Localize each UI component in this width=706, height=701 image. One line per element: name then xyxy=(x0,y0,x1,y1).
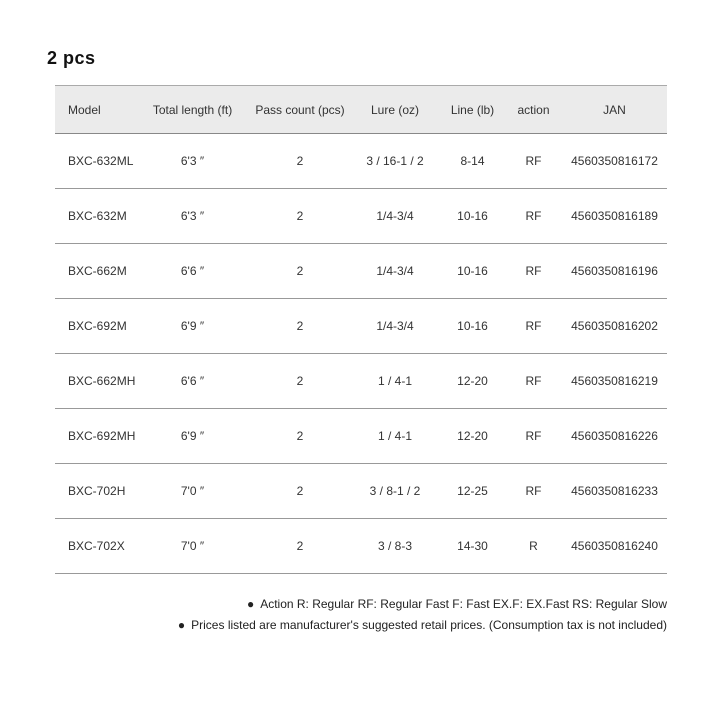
cell-total_length: 6'3 ″ xyxy=(135,189,250,244)
table-row xyxy=(55,409,667,464)
cell-total_length: 6'9 ″ xyxy=(135,299,250,354)
cell-lure: 3 / 8-3 xyxy=(350,519,440,574)
footnote-text: Action R: Regular RF: Regular Fast F: Fast EX.F: EX.Fast RS: Regular Slow xyxy=(260,597,667,611)
cell-line: 14-30 xyxy=(440,519,505,574)
cell-action: R xyxy=(505,519,562,574)
cell-action: RF xyxy=(505,189,562,244)
cell-pass_count: 2 xyxy=(250,464,350,519)
cell-lure: 1/4-3/4 xyxy=(350,299,440,354)
cell-total_length: 6'6 ″ xyxy=(135,244,250,299)
table-row xyxy=(55,189,667,244)
cell-jan: 4560350816240 xyxy=(562,519,667,574)
cell-pass_count: 2 xyxy=(250,189,350,244)
cell-pass_count: 2 xyxy=(250,354,350,409)
table-body xyxy=(55,134,667,574)
cell-line: 12-25 xyxy=(440,464,505,519)
cell-action: RF xyxy=(505,299,562,354)
bullet-icon: ● xyxy=(177,618,186,632)
footnotes xyxy=(178,594,667,636)
cell-jan: 4560350816219 xyxy=(562,354,667,409)
cell-line: 8-14 xyxy=(440,134,505,189)
cell-action: RF xyxy=(505,134,562,189)
page-title: 2 pcs xyxy=(47,48,96,68)
cell-model: BXC-692M xyxy=(55,299,135,354)
cell-jan: 4560350816233 xyxy=(562,464,667,519)
bullet-icon: ● xyxy=(246,597,255,611)
cell-lure: 1 / 4-1 xyxy=(350,354,440,409)
cell-total_length: 6'3 ″ xyxy=(135,134,250,189)
cell-jan: 4560350816172 xyxy=(562,134,667,189)
cell-pass_count: 2 xyxy=(250,244,350,299)
header-cell-action: action xyxy=(505,86,562,134)
footnote xyxy=(178,594,667,615)
cell-model: BXC-662M xyxy=(55,244,135,299)
cell-line: 12-20 xyxy=(440,409,505,464)
table-row xyxy=(55,354,667,409)
cell-lure: 1/4-3/4 xyxy=(350,244,440,299)
cell-total_length: 7'0 ″ xyxy=(135,464,250,519)
cell-total_length: 6'6 ″ xyxy=(135,354,250,409)
header-cell-lure: Lure (oz) xyxy=(350,86,440,134)
footnote xyxy=(178,615,667,636)
table-row xyxy=(55,464,667,519)
cell-lure: 1 / 4-1 xyxy=(350,409,440,464)
header-cell-pass_count: Pass count (pcs) xyxy=(250,86,350,134)
cell-model: BXC-702H xyxy=(55,464,135,519)
cell-pass_count: 2 xyxy=(250,134,350,189)
cell-lure: 3 / 16-1 / 2 xyxy=(350,134,440,189)
cell-action: RF xyxy=(505,464,562,519)
cell-model: BXC-632ML xyxy=(55,134,135,189)
cell-pass_count: 2 xyxy=(250,409,350,464)
cell-action: RF xyxy=(505,244,562,299)
cell-action: RF xyxy=(505,409,562,464)
cell-total_length: 6'9 ″ xyxy=(135,409,250,464)
cell-jan: 4560350816202 xyxy=(562,299,667,354)
header-cell-total_length: Total length (ft) xyxy=(135,86,250,134)
header-cell-model: Model xyxy=(55,86,135,134)
cell-line: 10-16 xyxy=(440,299,505,354)
cell-total_length: 7'0 ″ xyxy=(135,519,250,574)
cell-model: BXC-662MH xyxy=(55,354,135,409)
cell-lure: 3 / 8-1 / 2 xyxy=(350,464,440,519)
cell-line: 10-16 xyxy=(440,189,505,244)
table-header-row xyxy=(55,86,667,134)
cell-jan: 4560350816196 xyxy=(562,244,667,299)
cell-jan: 4560350816189 xyxy=(562,189,667,244)
cell-model: BXC-632M xyxy=(55,189,135,244)
cell-line: 12-20 xyxy=(440,354,505,409)
cell-jan: 4560350816226 xyxy=(562,409,667,464)
cell-pass_count: 2 xyxy=(250,519,350,574)
cell-pass_count: 2 xyxy=(250,299,350,354)
cell-model: BXC-692MH xyxy=(55,409,135,464)
table-row xyxy=(55,519,667,574)
footnote-text: Prices listed are manufacturer's suggested retail prices. (Consumption tax is not included) xyxy=(191,618,667,632)
table-row xyxy=(55,299,667,354)
cell-lure: 1/4-3/4 xyxy=(350,189,440,244)
cell-model: BXC-702X xyxy=(55,519,135,574)
spec-table xyxy=(55,85,667,574)
cell-line: 10-16 xyxy=(440,244,505,299)
table-row xyxy=(55,244,667,299)
header-cell-line: Line (lb) xyxy=(440,86,505,134)
table-row xyxy=(55,134,667,189)
header-cell-jan: JAN xyxy=(562,86,667,134)
cell-action: RF xyxy=(505,354,562,409)
